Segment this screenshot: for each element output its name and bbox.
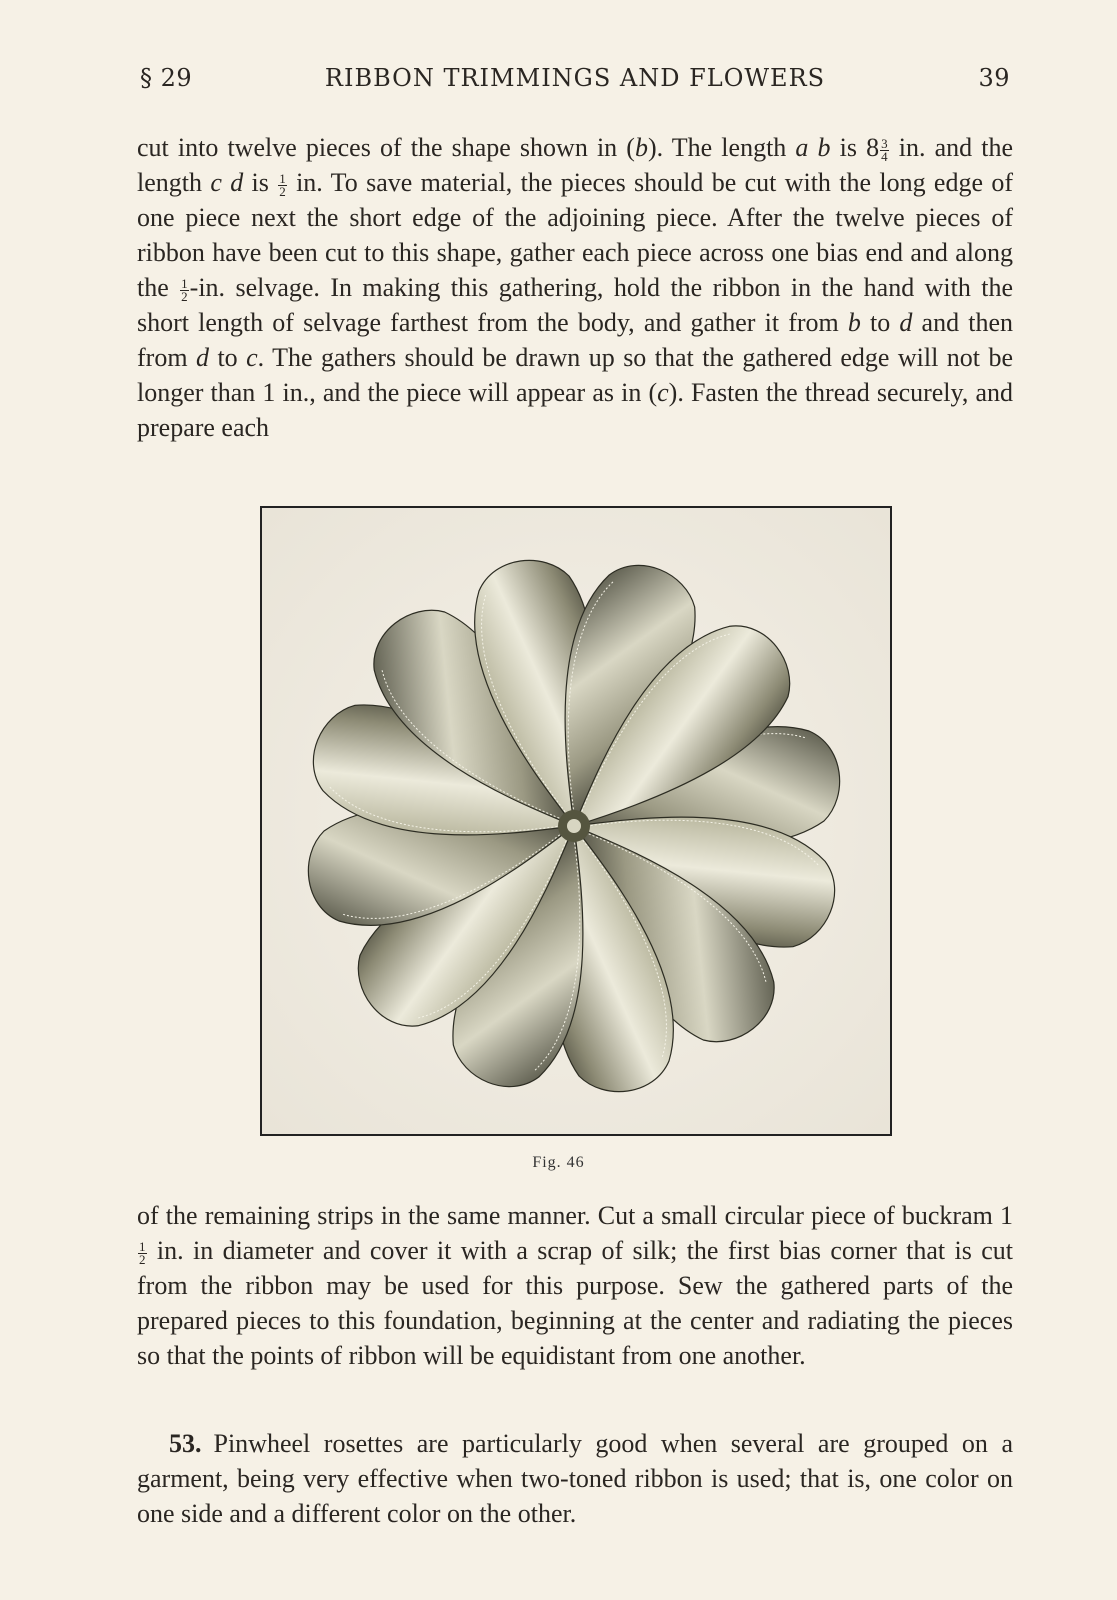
text-run-italic: c — [246, 343, 258, 372]
text-run: to — [860, 308, 900, 337]
fraction-denominator: 2 — [181, 288, 188, 304]
text-run: in. in diameter and cover it with a scrap of silk; the first bias corner that is cut from the ribbon may be used for this purpose. Sew the gathered parts of the prepared pieces to this foundation, beginning at the center and radiating the pieces so that the points of ribbon will be equidistant from one another. — [137, 1236, 1013, 1370]
page-number: 39 — [978, 64, 1010, 92]
running-header — [140, 64, 1010, 98]
text-run: is 8 — [830, 133, 880, 162]
text-run-italic: b — [847, 308, 861, 337]
text-run-italic: d — [899, 308, 913, 337]
fraction — [880, 135, 889, 164]
section-number: § 29 — [140, 64, 193, 92]
fraction — [180, 275, 189, 304]
fraction — [138, 1238, 147, 1267]
text-run: in. and the length — [137, 133, 1014, 197]
text-run: in. To save material, the pieces should be cut with the long edge of one piece next the short edge of the adjoining piece. After the twelve pieces of ribbon have been cut to this shape, gather each piece across one bias end and along the — [137, 168, 1014, 302]
text-run: Pinwheel rosettes are particularly good when several are grouped on a garment, being very effective when two-toned ribbon is used; that is, one color on one side and a different color on the other. — [137, 1429, 1013, 1528]
text-run: ). Fasten the thread securely, and prepare each — [137, 378, 1013, 442]
fraction-denominator: 2 — [139, 1251, 146, 1267]
paragraph-number: 53. — [169, 1429, 202, 1458]
text-run-italic: b — [634, 133, 648, 162]
text-run: of the remaining strips in the same manner. Cut a small circular piece of buckram 1 — [137, 1201, 1013, 1230]
pinwheel-rosette-illustration — [262, 508, 890, 1134]
paragraph — [137, 1198, 1013, 1373]
text-run-italic: c — [657, 378, 669, 407]
fraction-denominator: 2 — [279, 183, 286, 199]
fraction-numerator: 1 — [181, 275, 188, 291]
figure-rosette-photo — [260, 506, 892, 1136]
fraction — [278, 170, 287, 199]
fraction-numerator: 3 — [881, 135, 888, 151]
fraction-numerator: 1 — [139, 1238, 146, 1254]
paragraph-53 — [137, 1426, 1013, 1531]
text-run-italic: d — [196, 343, 209, 372]
paragraph-continued — [137, 130, 1013, 445]
text-run: is — [243, 168, 278, 197]
fraction-denominator: 4 — [881, 148, 888, 164]
text-run: -in. selvage. In making this gathering, hold the ribbon in the hand with the short length of selvage farthest from the body, and gather it from — [137, 273, 1014, 337]
text-run: ). The length — [647, 133, 796, 162]
text-run: to — [209, 343, 247, 372]
running-title: RIBBON TRIMMINGS AND FLOWERS — [324, 64, 826, 92]
text-run-italic: a b — [795, 133, 831, 162]
text-run: and then from — [137, 308, 1013, 372]
text-run-italic: c d — [210, 168, 244, 197]
text-run: cut into twelve pieces of the shape shown in ( — [137, 133, 635, 162]
rosette-center-highlight — [567, 819, 581, 833]
fraction-numerator: 1 — [279, 170, 286, 186]
text-run: . The gathers should be drawn up so that the gathered edge will not be longer than 1 in., and the piece will appear as in ( — [137, 343, 1013, 407]
figure-caption: Fig. 46 — [532, 1154, 585, 1171]
